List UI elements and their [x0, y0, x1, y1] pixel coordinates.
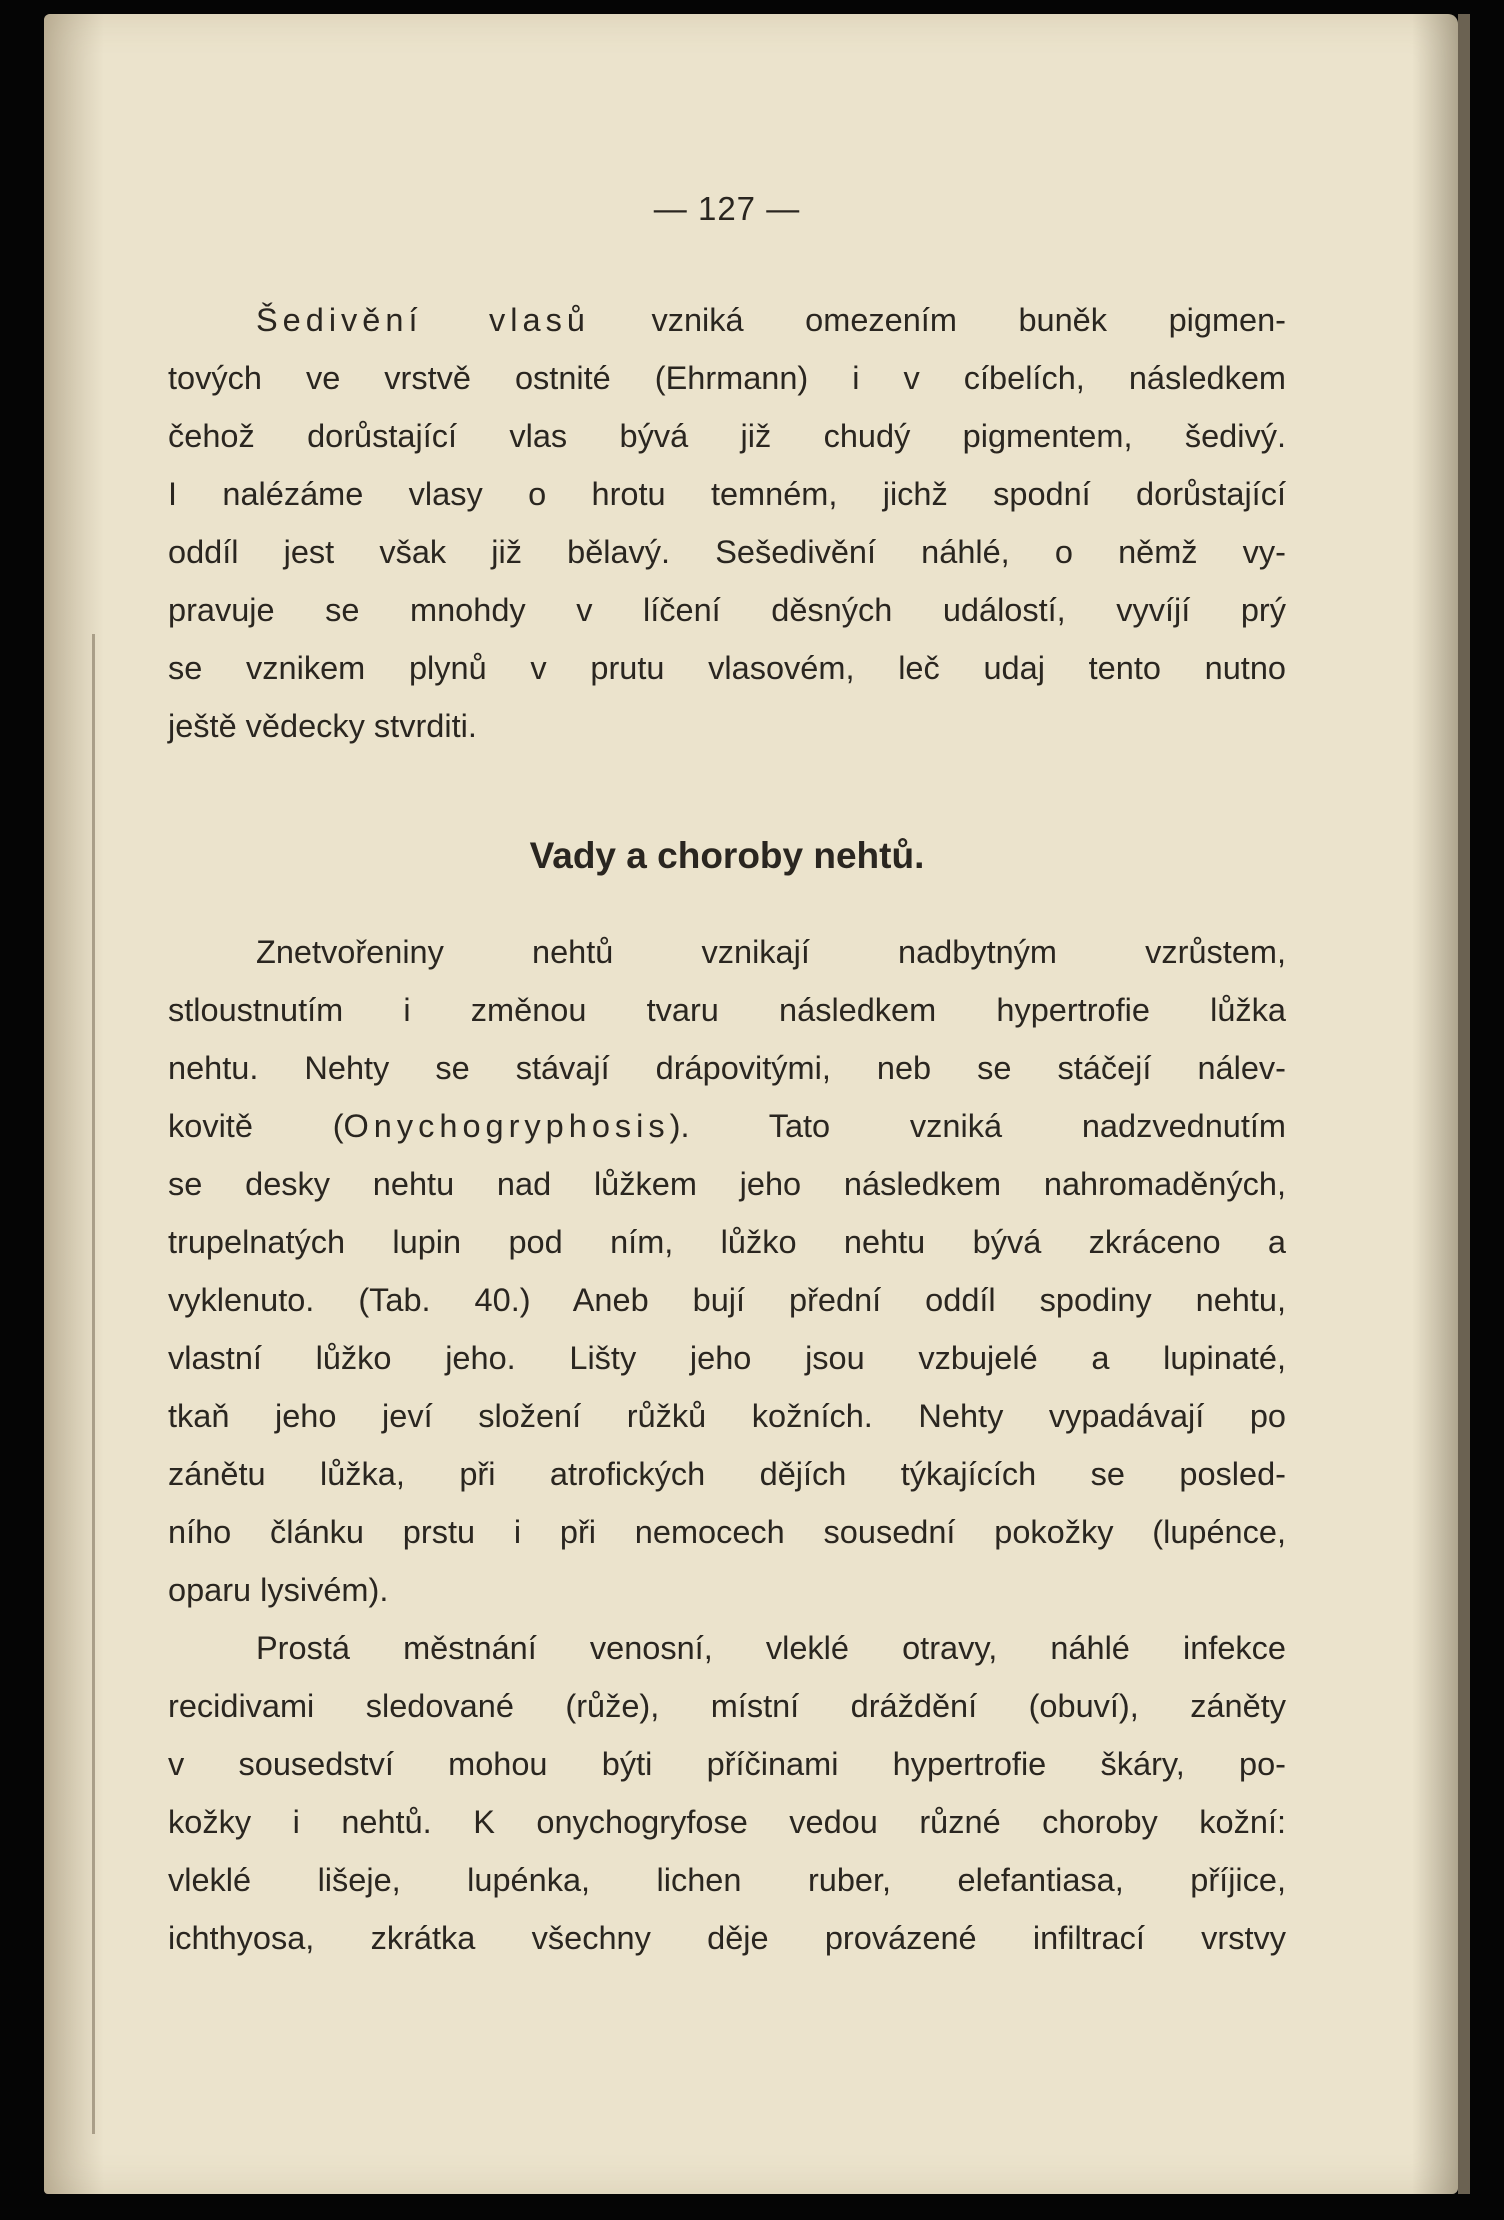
spaced-term: Šedivění vlasů — [256, 302, 590, 338]
book-page — [44, 14, 1458, 2194]
paragraph-1-line-8: ještě vědecky stvrditi. — [168, 708, 477, 744]
paragraph-1-line-2: tových ve vrstvě ostnité (Ehrmann) i v cíbelích, následkem — [168, 360, 1286, 396]
paragraph-1-line-1-rest: vzniká omezením buněk pigmen- — [589, 302, 1286, 338]
paragraph-3-line-6: ichthyosa, zkrátka všechny děje provázené infiltrací vrstvy — [168, 1920, 1286, 1956]
paragraph-1-line-6: pravuje se mnohdy v líčení děsných událostí, vyvíjí prý — [168, 592, 1286, 628]
paragraph-3-line-1: Prostá městnání venosní, vleklé otravy, náhlé infekce — [256, 1630, 1286, 1666]
paragraph-2-line-10: zánětu lůžka, při atrofických dějích týkajících se posled- — [168, 1456, 1286, 1492]
paragraph-2-line-6: trupelnatých lupin pod ním, lůžko nehtu bývá zkráceno a — [168, 1224, 1286, 1260]
paragraph-2-line-9: tkaň jeho jeví složení růžků kožních. Nehty vypadávají po — [168, 1398, 1286, 1434]
paragraph-2-line-4 — [168, 1106, 1286, 1146]
paragraph-1-line-7: se vznikem plynů v prutu vlasovém, leč udaj tento nutno — [168, 650, 1286, 686]
paragraph-3-line-3: v sousedství mohou býti příčinami hypertrofie škáry, po- — [168, 1746, 1286, 1782]
paragraph-2-line-1: Znetvořeniny nehtů vznikají nadbytným vzrůstem, — [256, 934, 1286, 970]
section-heading: Vady a choroby nehtů. — [529, 835, 925, 876]
paragraph-2-line-4-post: ). Tato vzniká nadzvednutím — [669, 1108, 1286, 1144]
paragraph-1-line-4: I nalézáme vlasy o hrotu temném, jichž spodní dorůstající — [168, 476, 1286, 512]
paragraph-3-line-5: vleklé lišeje, lupénka, lichen ruber, elefantiasa, příjice, — [168, 1862, 1286, 1898]
spaced-term-onychogryphosis: Onychogryphosis — [343, 1108, 670, 1144]
paragraph-2-line-11: ního článku prstu i při nemocech sousední pokožky (lupénce, — [168, 1514, 1286, 1550]
paragraph-2-line-12: oparu lysivém). — [168, 1572, 389, 1608]
paragraph-3-line-4: kožky i nehtů. K onychogryfose vedou různé choroby kožní: — [168, 1804, 1286, 1840]
paragraph-2-line-2: stloustnutím i změnou tvaru následkem hypertrofie lůžka — [168, 992, 1286, 1028]
page-fold-shadow — [92, 634, 95, 2134]
paragraph-1-line-3: čehož dorůstající vlas bývá již chudý pigmentem, šedivý. — [168, 418, 1286, 454]
paragraph-2-line-7: vyklenuto. (Tab. 40.) Aneb bují přední oddíl spodiny nehtu, — [168, 1282, 1286, 1318]
paragraph-3-line-2: recidivami sledované (růže), místní dráždění (obuví), záněty — [168, 1688, 1286, 1724]
paragraph-2-line-3: nehtu. Nehty se stávají drápovitými, neb se stáčejí nálev- — [168, 1050, 1286, 1086]
page-edge-shadow — [1458, 14, 1470, 2194]
paragraph-1-line-1 — [256, 300, 1286, 340]
paragraph-1-line-5: oddíl jest však již bělavý. Sešedivění náhlé, o němž vy- — [168, 534, 1286, 570]
paragraph-2-line-5: se desky nehtu nad lůžkem jeho následkem nahromaděných, — [168, 1166, 1286, 1202]
paragraph-2-line-8: vlastní lůžko jeho. Lišty jeho jsou vzbujelé a lupinaté, — [168, 1340, 1286, 1376]
paragraph-2-line-4-pre: kovitě ( — [168, 1108, 344, 1144]
page-number: — 127 — — [653, 190, 801, 227]
